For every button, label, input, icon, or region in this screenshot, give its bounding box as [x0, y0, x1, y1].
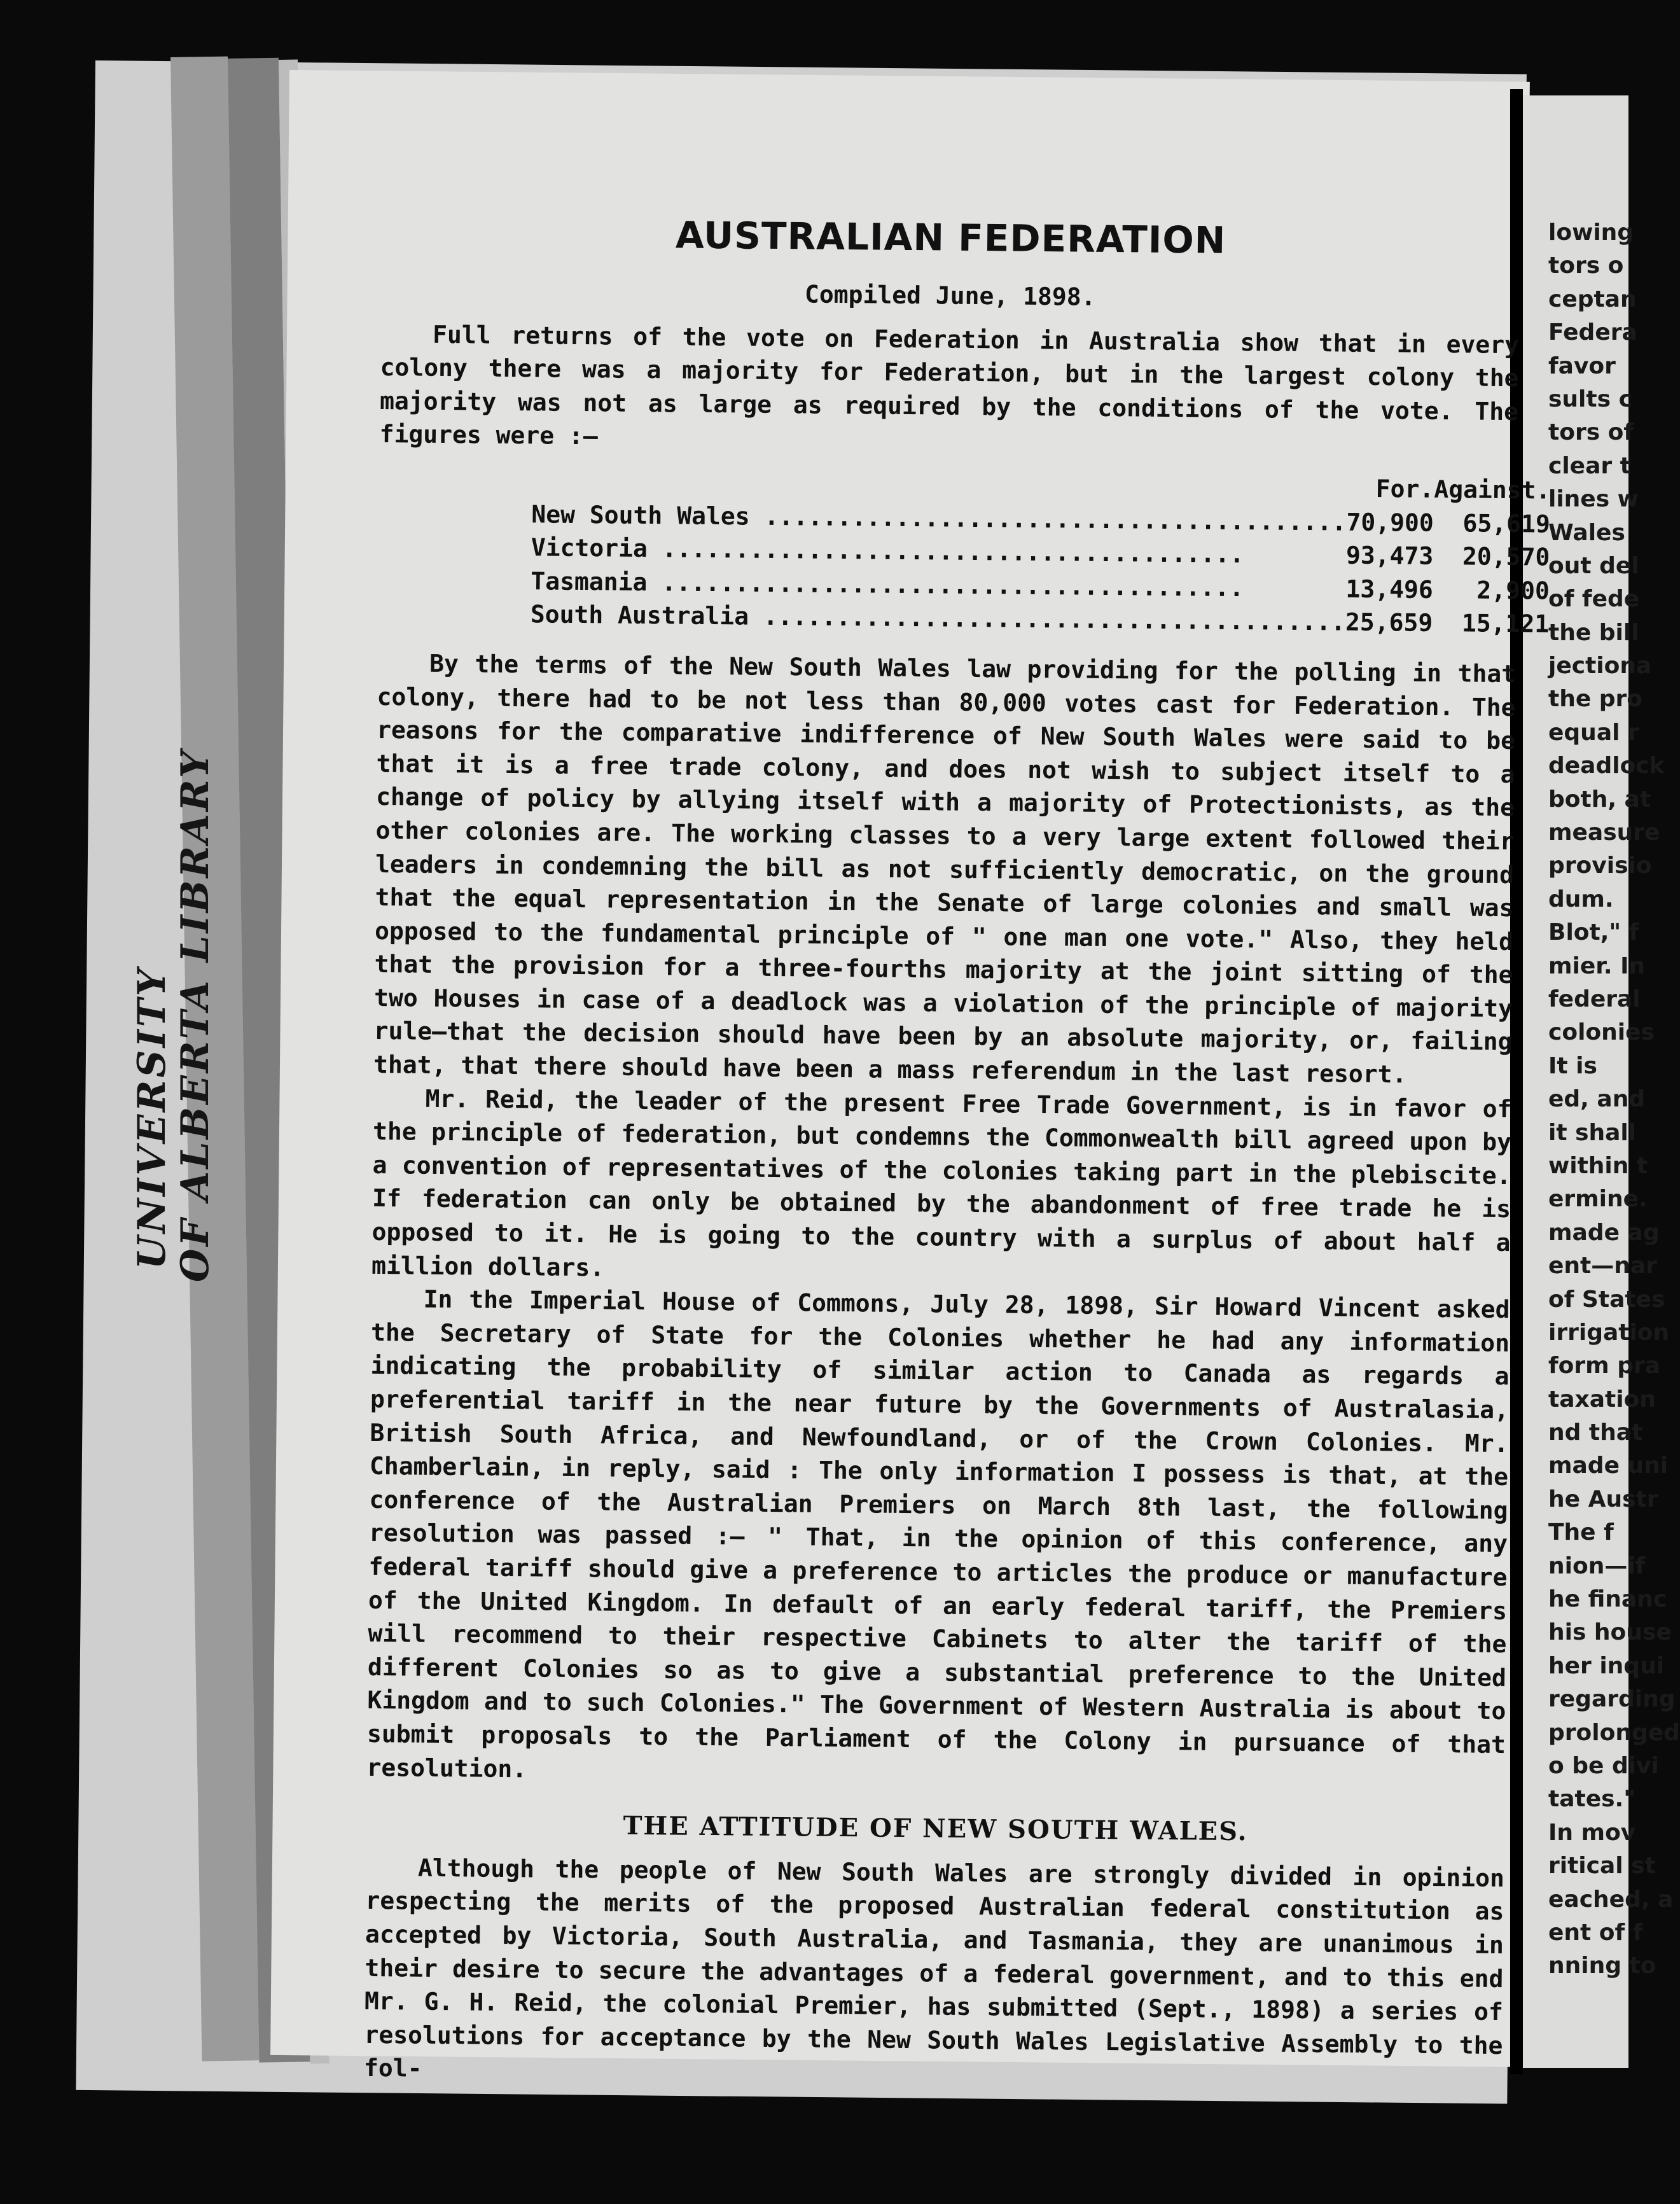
- votes-against: 65,619: [1462, 508, 1551, 538]
- votes-against: 2,900: [1476, 576, 1550, 605]
- right-page-line: tors o: [1548, 253, 1624, 279]
- votes-against: 15,121: [1461, 609, 1550, 638]
- right-page-line: ent of f: [1548, 1919, 1643, 1946]
- colony-name: Victoria ........................................: [531, 533, 1245, 569]
- right-page-line: within t: [1548, 1152, 1648, 1179]
- final-paragraph: Although the people of New South Wales are strongly divided in opinion respecting the merits of the proposed Australian federal constitution as accepted by Victoria, South Australia, and Tasmania, they are unanimous in their desire to secure the advantages of a federal government, and to this end Mr. G. H. Reid, the colonial Premier, has submitted (Sept., 1898) a series of resolutions for acceptance by the New South Wales Legislative Assembly to the fol-: [363, 1853, 1505, 2083]
- right-page-line: made ag: [1548, 1219, 1660, 1246]
- right-page-line: ritical st: [1548, 1853, 1656, 1880]
- body-paragraph: Mr. Reid, the leader of the present Free Trade Government, is in favor of the principle of federation, but condemns the Commonwealth bill agreed upon by a convention of representatives of the colonies taking part in the plebiscite. If federation can only be obtained by the abandonment of free trade he is opposed to it. He is going to the country with a surplus of about half a million dollars.: [371, 1084, 1512, 1282]
- stamp-line-2: OF ALBERTA LIBRARY: [173, 748, 218, 1282]
- right-page-line: of fede: [1548, 586, 1640, 613]
- section-heading: THE ATTITUDE OF NEW SOUTH WALES.: [623, 1810, 1248, 1847]
- colony-name: South Australia ........................................: [530, 600, 1346, 636]
- votes-for: 93,473: [1345, 541, 1434, 571]
- right-page-line: her inqui: [1548, 1652, 1665, 1679]
- right-page-line: dum.: [1548, 886, 1614, 912]
- right-page-line: nd that: [1548, 1419, 1643, 1446]
- header-against: Against.: [1434, 475, 1551, 505]
- right-page-line: favor: [1548, 352, 1616, 379]
- right-page-line: jectiona: [1548, 653, 1652, 680]
- right-page-fragment: [1523, 95, 1680, 2068]
- body-paragraph: By the terms of the New South Wales law providing for the polling in that colony, there had to be not less than 80,000 votes cast for Federation. The reasons for the comparative indifference of New South Wales were said to be that it is a free trade colony, and does not wish to subject itself to a change of policy by allying itself with a majority of Protectionists, as the other colonies are. The working classes to a very large extent followed their leaders in condemning the bill as not sufficiently democratic, on the ground that the equal representation in the Senate of large colonies and small was opposed to the fundamental principle of " one man one vote." Also, they held that the provision for a three-fourths majority at the joint sitting of the two Houses in case of a deadlock was a violation of the principle of majority rule—that the decision should have been by an absolute majority, or, failing that, that there should have been a mass referendum in the last resort.: [373, 649, 1517, 1089]
- right-page-line: Federa: [1548, 319, 1637, 346]
- body-paragraphs: [366, 646, 1516, 1795]
- header-for: For.: [1375, 474, 1434, 503]
- document-title: AUSTRALIAN FEDERATION: [675, 213, 1226, 262]
- right-page-line: his house: [1548, 1619, 1672, 1646]
- right-page-line: It is: [1548, 1052, 1597, 1079]
- right-page-line: sults c: [1548, 386, 1632, 412]
- right-page-line: ermine.: [1548, 1186, 1648, 1213]
- right-page-line: Blot," f: [1548, 919, 1639, 946]
- right-page-line: form pra: [1548, 1353, 1661, 1379]
- vote-results-table: [531, 464, 1551, 641]
- colony-name: New South Wales ........................................: [531, 499, 1347, 536]
- right-page-text-fragments: [1548, 216, 1680, 1983]
- right-page-line: both, at: [1548, 786, 1651, 813]
- right-page-line: made uni: [1548, 1453, 1669, 1479]
- right-page-line: lines w: [1548, 486, 1639, 513]
- votes-for: 25,659: [1345, 608, 1433, 638]
- right-page-line: equal r: [1548, 719, 1639, 746]
- table-body: [531, 498, 1550, 641]
- right-page-line: he financ: [1548, 1586, 1667, 1613]
- right-page-line: irrigation: [1548, 1319, 1670, 1346]
- votes-for: 70,900: [1346, 508, 1434, 537]
- library-stamp: [130, 748, 218, 1282]
- right-page-line: clear t: [1548, 452, 1631, 479]
- right-page-line: out del: [1548, 552, 1639, 579]
- right-page-line: nion—if: [1548, 1552, 1646, 1579]
- right-page-line: colonies: [1548, 1019, 1655, 1046]
- page-text: [363, 210, 1551, 2096]
- right-page-line: eached, a: [1548, 1886, 1674, 1913]
- right-page-line: lowing: [1548, 220, 1634, 246]
- colony-name: Tasmania ........................................: [531, 567, 1244, 602]
- right-page-line: o be divi: [1548, 1752, 1659, 1779]
- right-page-line: tors of: [1548, 419, 1634, 446]
- stamp-line-1: UNIVERSITY: [130, 966, 174, 1269]
- right-page-line: In mov: [1548, 1819, 1636, 1846]
- right-page-line: taxation: [1548, 1386, 1656, 1412]
- right-page-line: regarding: [1548, 1686, 1676, 1713]
- right-page-line: ceptan: [1548, 286, 1637, 312]
- body-paragraph: In the Imperial House of Commons, July 28, 1898, Sir Howard Vincent asked the Secretary of State for the Colonies whether he had any information indicating the probability of similar action to Canada as regards a preferential tariff in the near future by the Governments of Australasia, British South Africa, and Newfoundland, or of the Crown Colonies. Mr. Chamberlain, in reply, said : The only information I possess is that, at the conference of the Australian Premiers on March 8th last, the following resolution was passed :— " That, in the opinion of this conference, any federal tariff should give a preference to articles the produce or manufacture of the United Kingdom. In default of an early federal tariff, the Premiers will recommend to their respective Cabinets to alter the tariff of the different Colonies so as to give a substantial preference to the United Kingdom and to such Colonies." The Government of Western Australia is about to submit proposals to the Parliament of the Colony in pursuance of that resolution.: [366, 1285, 1510, 1783]
- right-page-line: federal: [1548, 986, 1641, 1012]
- right-page-line: the pro: [1548, 686, 1643, 713]
- right-page-line: deadlock: [1548, 753, 1665, 779]
- right-page-line: ed, and: [1548, 1086, 1646, 1113]
- votes-for: 13,496: [1345, 575, 1434, 604]
- right-page-line: it shall: [1548, 1119, 1637, 1146]
- right-page-line: of States: [1548, 1286, 1665, 1313]
- right-page-line: ent—nar: [1548, 1253, 1657, 1280]
- intro-paragraph: Full returns of the vote on Federation in Australia show that in every colony there was a majority for Federation, but in the largest colony the majority was not as large as required by the conditions of the vote. The figures were :—: [379, 320, 1520, 450]
- right-page-line: the bill: [1548, 619, 1639, 646]
- right-page-line: nning to: [1548, 1953, 1656, 1979]
- votes-against: 20,570: [1462, 542, 1550, 571]
- right-page-line: prolonged: [1548, 1719, 1680, 1746]
- document-subtitle: Compiled June, 1898.: [804, 280, 1096, 311]
- right-page-line: mier. In: [1548, 952, 1646, 979]
- right-page-line: he Austr: [1548, 1486, 1658, 1512]
- right-page-line: provisio: [1548, 853, 1652, 879]
- right-page-line: The f: [1548, 1519, 1614, 1546]
- right-page-line: Wales: [1548, 519, 1625, 546]
- right-page-line: tates.": [1548, 1786, 1635, 1813]
- right-page-line: measure: [1548, 820, 1660, 846]
